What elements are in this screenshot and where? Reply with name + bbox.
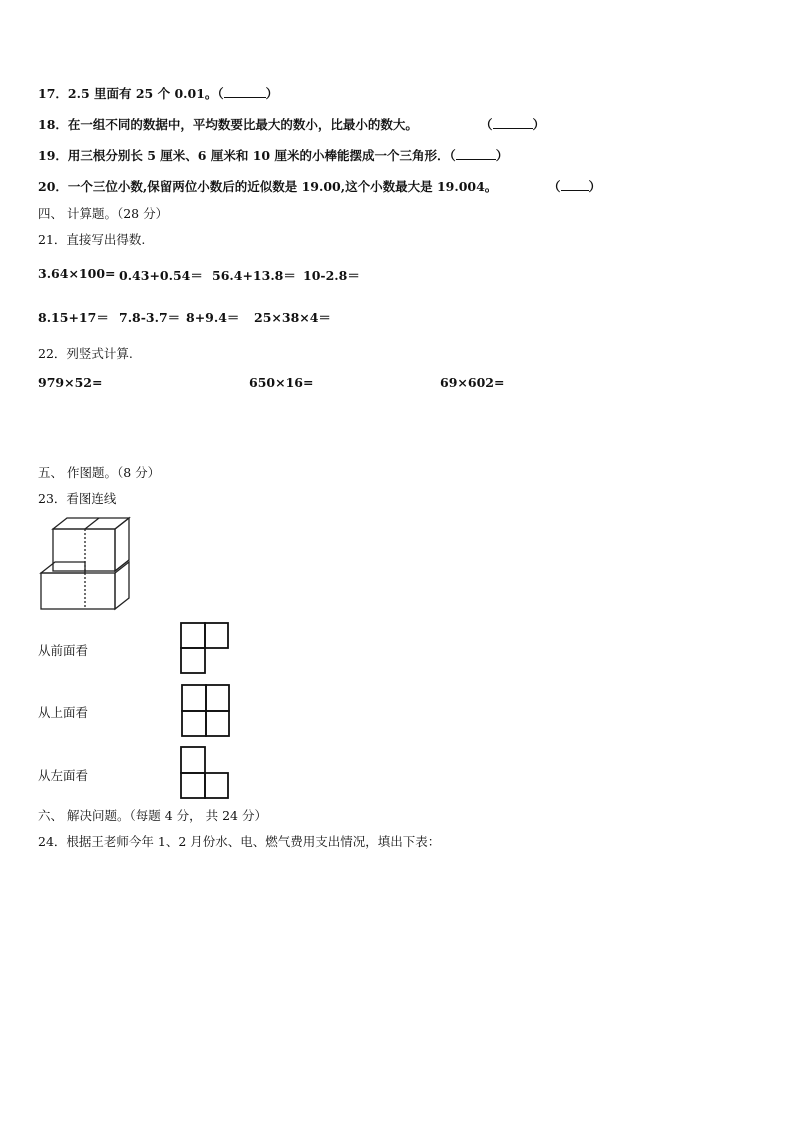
answer-blank[interactable] [493, 116, 533, 129]
math-item: 25×38×4＝ [254, 310, 331, 325]
question-21-title: 21．直接写出得数. [38, 232, 146, 247]
question-17-text: 17．2.5 里面有 25 个 0.01。（ [38, 86, 224, 101]
math-item: 8+9.4＝ [186, 310, 240, 325]
question-19-text: 19．用三根分别长 5 厘米、6 厘米和 10 厘米的小棒能摆成一个三角形．（ [38, 148, 456, 163]
vertical-calc-item: 69×602= [440, 375, 505, 390]
question-17: 17．2.5 里面有 25 个 0.01。（ ） [38, 86, 279, 101]
vertical-calc-item: 650×16= [249, 375, 314, 390]
math-item: 3.64×100= [38, 266, 116, 281]
math-item: 56.4+13.8＝ [212, 268, 296, 283]
math-item: 10-2.8＝ [303, 268, 360, 283]
answer-blank[interactable] [224, 85, 266, 98]
cube-stack-figure [38, 515, 133, 615]
answer-blank[interactable] [456, 147, 496, 160]
view-shape-square-grid[interactable] [181, 684, 231, 738]
question-18-text: 18．在一组不同的数据中，平均数要比最大的数小，比最小的数大。 [38, 117, 418, 132]
question-20 [38, 177, 497, 195]
answer-blank[interactable] [561, 178, 589, 191]
math-item: 8.15+17＝ [38, 310, 109, 325]
question-18-answer: （ ） [480, 117, 546, 132]
question-18 [38, 115, 418, 133]
view-label-top: 从上面看 [38, 705, 89, 720]
section-4-title: 四、 计算题。（28 分） [38, 206, 169, 221]
view-shape-l-top[interactable] [180, 622, 230, 674]
question-20-answer: （ ） [548, 179, 602, 194]
view-label-front: 从前面看 [38, 643, 89, 658]
math-item: 7.8-3.7＝ [119, 310, 181, 325]
view-shape-l-bottom[interactable] [180, 746, 230, 800]
question-22-title: 22．列竖式计算. [38, 346, 133, 361]
question-24-title: 24．根据王老师今年 1、2 月份水、电、燃气费用支出情况，填出下表： [38, 834, 441, 849]
vertical-calc-item: 979×52= [38, 375, 103, 390]
section-5-title: 五、 作图题。（8 分） [38, 465, 161, 480]
question-20-text: 20．一个三位小数,保留两位小数后的近似数是 19.00,这个小数最大是 19.004。 [38, 179, 498, 194]
section-6-title: 六、 解决问题。（每题 4 分， 共 24 分） [38, 808, 267, 823]
question-23-title: 23．看图连线 [38, 491, 117, 506]
math-item: 0.43+0.54＝ [119, 268, 203, 283]
view-label-left: 从左面看 [38, 768, 89, 783]
question-19: 19．用三根分别长 5 厘米、6 厘米和 10 厘米的小棒能摆成一个三角形．（ ） [38, 148, 509, 163]
